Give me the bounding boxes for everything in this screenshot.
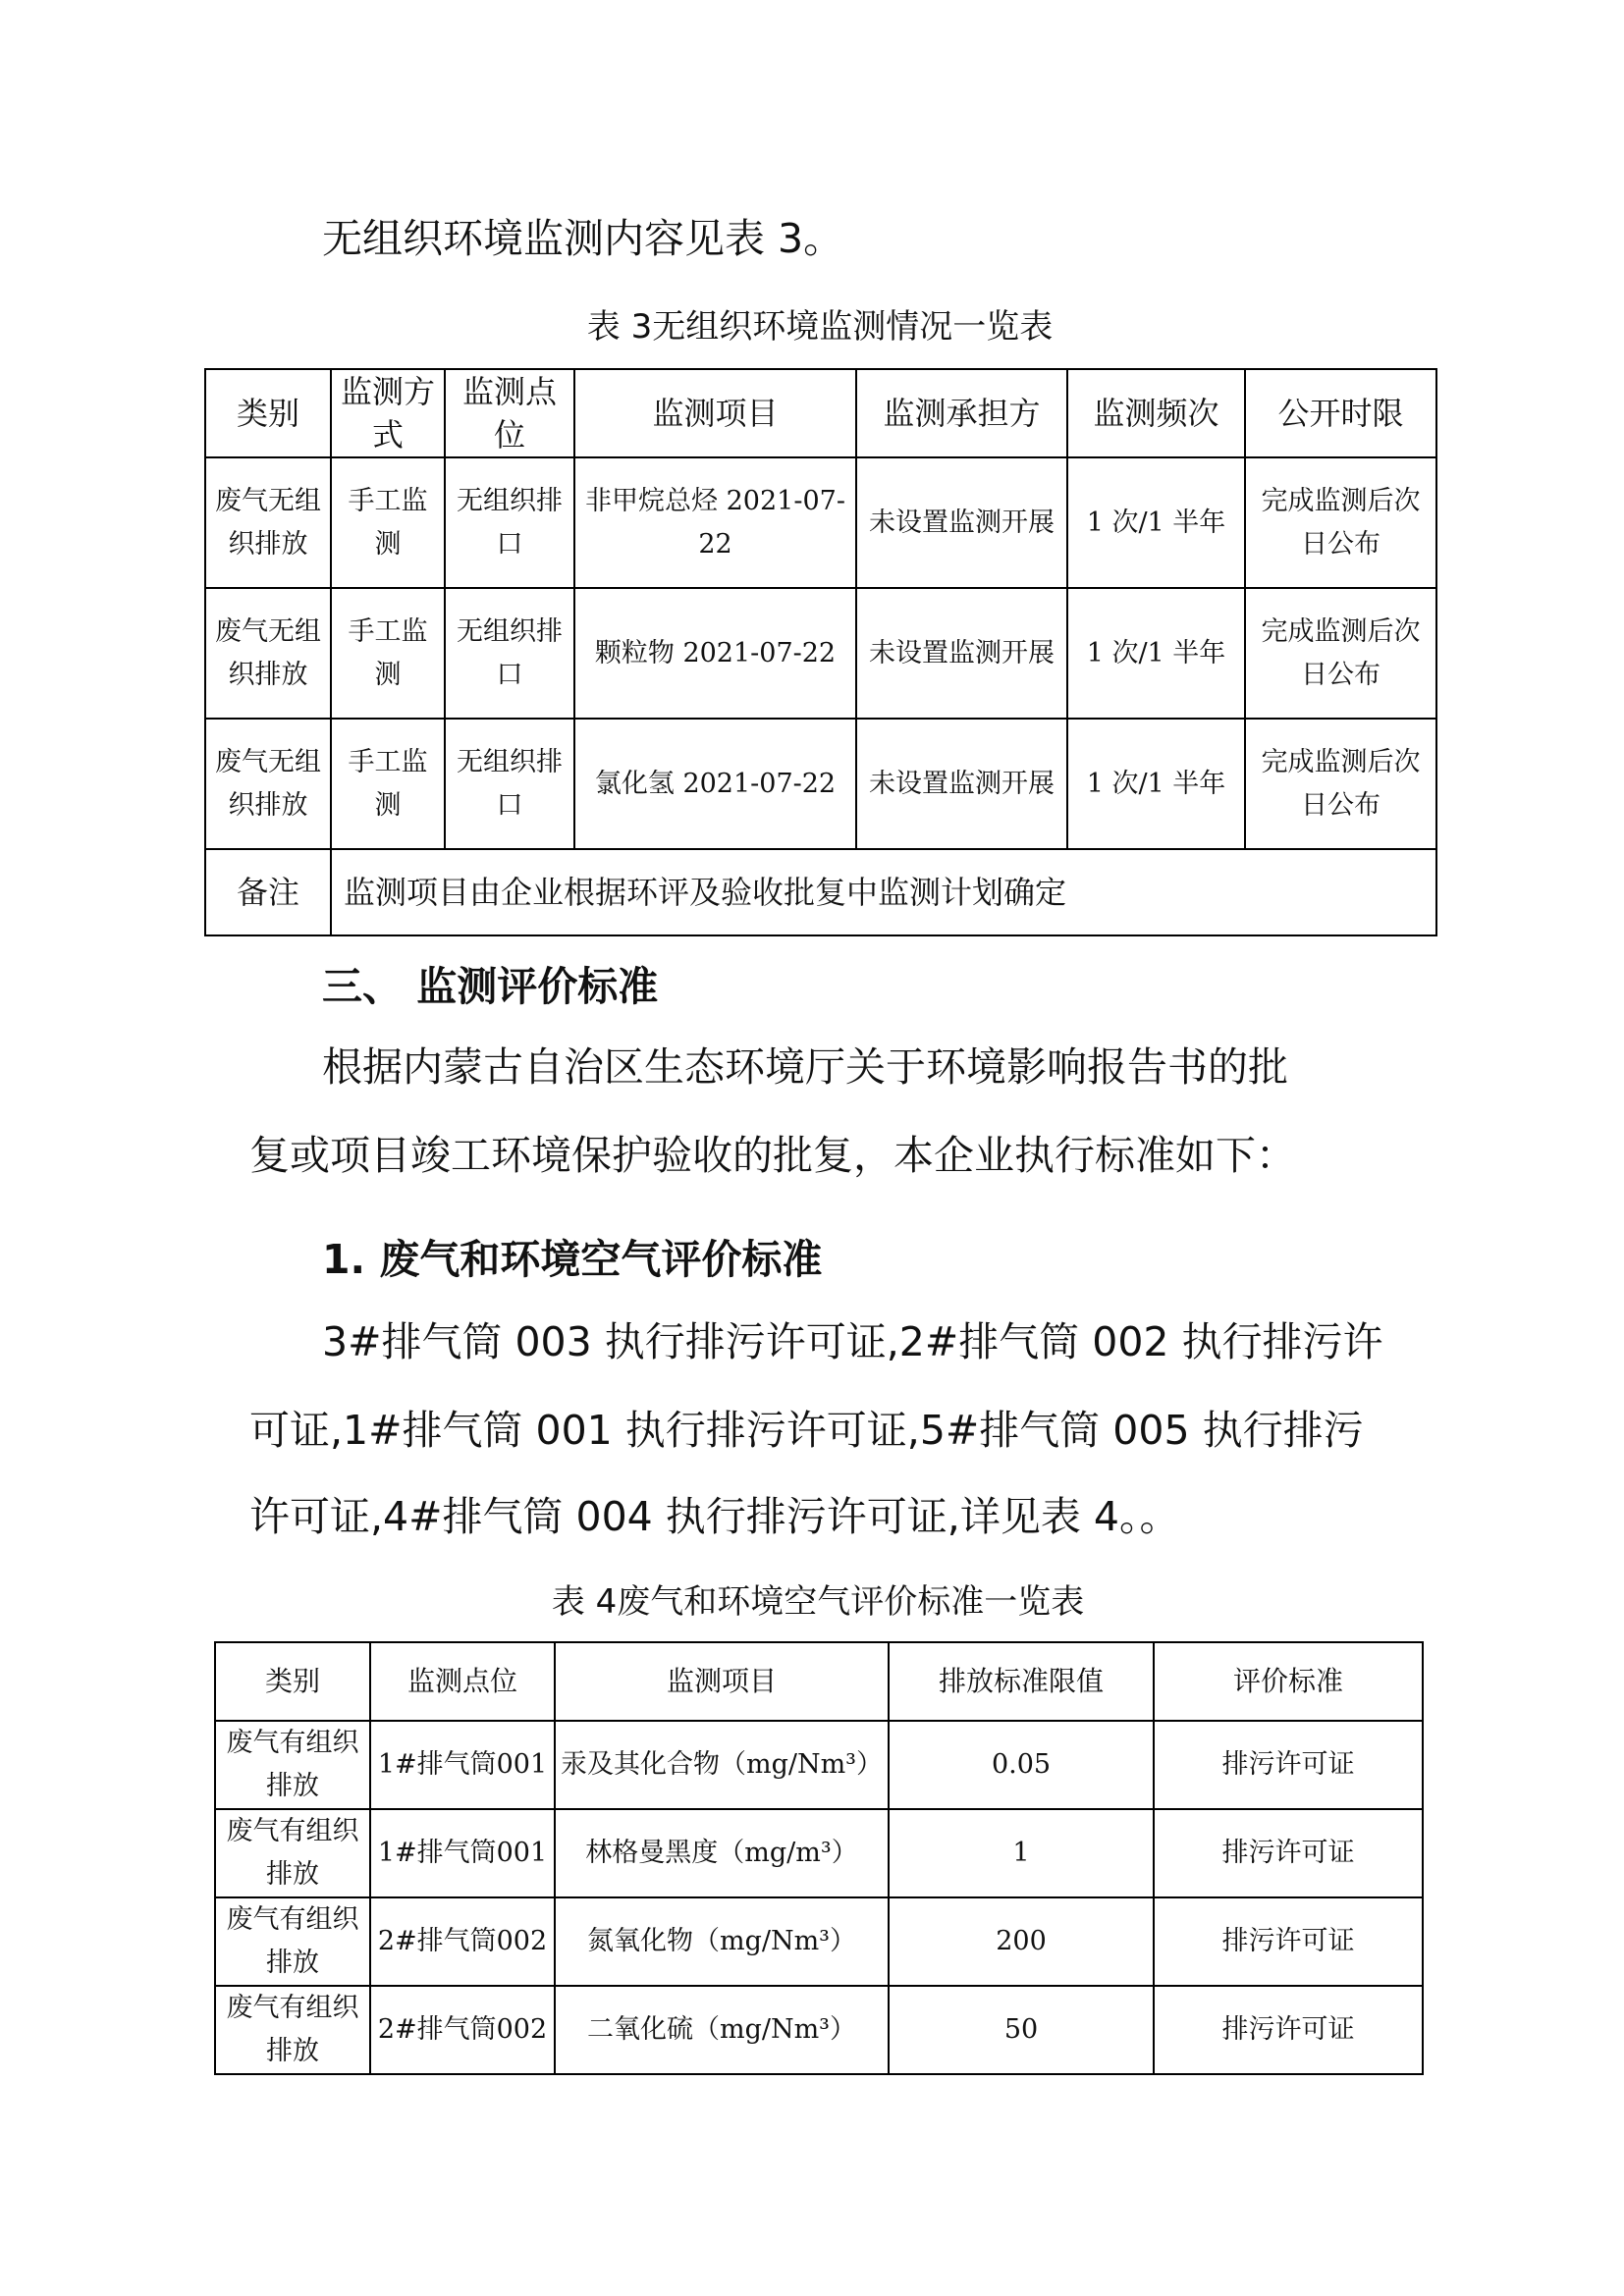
table-cell: 氮氧化物（mg/Nm³） (555, 1897, 889, 1986)
table-cell: 手工监测 (331, 588, 445, 719)
table-cell: 1 次/1 半年 (1067, 457, 1245, 588)
table4-header-cell: 评价标准 (1154, 1642, 1423, 1721)
table-cell: 2#排气筒002 (370, 1986, 555, 2074)
table-cell: 废气无组织排放 (205, 719, 331, 849)
table-cell: 50 (889, 1986, 1154, 2074)
table-cell: 完成监测后次日公布 (1245, 719, 1436, 849)
table-cell: 1 (889, 1809, 1154, 1897)
table-cell: 无组织排口 (445, 457, 574, 588)
table-cell: 氯化氢 2021-07-22 (574, 719, 856, 849)
section-heading: 三、 监测评价标准 (322, 963, 659, 1010)
table3-note-text: 监测项目由企业根据环评及验收批复中监测计划确定 (331, 849, 1436, 935)
table3-header-cell: 监测频次 (1067, 369, 1245, 457)
table-cell: 未设置监测开展 (856, 457, 1067, 588)
table-row (205, 457, 1436, 588)
table-row (215, 1986, 1423, 2074)
table-cell: 废气无组织排放 (205, 457, 331, 588)
paragraph-line: 3#排气筒 003 执行排污许可证,2#排气筒 002 执行排污许 (322, 1318, 1383, 1365)
paragraph-line: 复或项目竣工环境保护验收的批复，本企业执行标准如下： (249, 1132, 1296, 1179)
table-cell: 废气无组织排放 (205, 588, 331, 719)
table-cell: 排污许可证 (1154, 1986, 1423, 2074)
table-cell: 汞及其化合物（mg/Nm³） (555, 1721, 889, 1809)
intro-text: 无组织环境监测内容见表 3。 (322, 215, 844, 262)
paragraph-line: 许可证,4#排气筒 004 执行排污许可证,详见表 4。。 (249, 1493, 1180, 1540)
table-cell: 1 次/1 半年 (1067, 719, 1245, 849)
table4-header-cell: 监测点位 (370, 1642, 555, 1721)
table-row (215, 1809, 1423, 1897)
table-cell: 1 次/1 半年 (1067, 588, 1245, 719)
table4-header-row (215, 1642, 1423, 1721)
table4-caption: 表 4废气和环境空气评价标准一览表 (551, 1582, 1085, 1622)
table-row (205, 719, 1436, 849)
subsection-heading: 1. 废气和环境空气评价标准 (322, 1236, 823, 1283)
table3-caption: 表 3无组织环境监测情况一览表 (586, 307, 1054, 347)
table3-header-cell: 监测点位 (445, 369, 574, 457)
table-row (215, 1721, 1423, 1809)
table3-header-cell: 监测承担方 (856, 369, 1067, 457)
table3 (204, 368, 1437, 936)
table-cell: 未设置监测开展 (856, 719, 1067, 849)
table4-header-cell: 监测项目 (555, 1642, 889, 1721)
table-cell: 手工监测 (331, 719, 445, 849)
table-cell: 废气有组织排放 (215, 1721, 370, 1809)
table-cell: 1#排气筒001 (370, 1809, 555, 1897)
table-cell: 0.05 (889, 1721, 1154, 1809)
table-cell: 2#排气筒002 (370, 1897, 555, 1986)
table3-header-cell: 公开时限 (1245, 369, 1436, 457)
table3-header-cell: 类别 (205, 369, 331, 457)
table3-note-label: 备注 (205, 849, 331, 935)
table-row (215, 1897, 1423, 1986)
table-cell: 无组织排口 (445, 719, 574, 849)
table-cell: 无组织排口 (445, 588, 574, 719)
table-row (205, 588, 1436, 719)
table3-header-row (205, 369, 1436, 457)
table-cell: 二氧化硫（mg/Nm³） (555, 1986, 889, 2074)
table4-header-cell: 排放标准限值 (889, 1642, 1154, 1721)
table4-header-cell: 类别 (215, 1642, 370, 1721)
table-cell: 1#排气筒001 (370, 1721, 555, 1809)
table-cell: 非甲烷总烃 2021-07-22 (574, 457, 856, 588)
table4 (214, 1641, 1424, 2075)
table-cell: 未设置监测开展 (856, 588, 1067, 719)
table-cell: 排污许可证 (1154, 1897, 1423, 1986)
table-cell: 林格曼黑度（mg/m³） (555, 1809, 889, 1897)
table3-note-row (205, 849, 1436, 935)
table-cell: 完成监测后次日公布 (1245, 588, 1436, 719)
paragraph-line: 可证,1#排气筒 001 执行排污许可证,5#排气筒 005 执行排污 (249, 1407, 1364, 1454)
table-cell: 废气有组织排放 (215, 1809, 370, 1897)
table-cell: 废气有组织排放 (215, 1897, 370, 1986)
table-cell: 废气有组织排放 (215, 1986, 370, 2074)
table-cell: 200 (889, 1897, 1154, 1986)
table-cell: 排污许可证 (1154, 1721, 1423, 1809)
table-cell: 颗粒物 2021-07-22 (574, 588, 856, 719)
paragraph-line: 根据内蒙古自治区生态环境厅关于环境影响报告书的批 (322, 1043, 1288, 1091)
table-cell: 排污许可证 (1154, 1809, 1423, 1897)
table3-header-cell: 监测项目 (574, 369, 856, 457)
table-cell: 完成监测后次日公布 (1245, 457, 1436, 588)
table-cell: 手工监测 (331, 457, 445, 588)
table3-header-cell: 监测方式 (331, 369, 445, 457)
